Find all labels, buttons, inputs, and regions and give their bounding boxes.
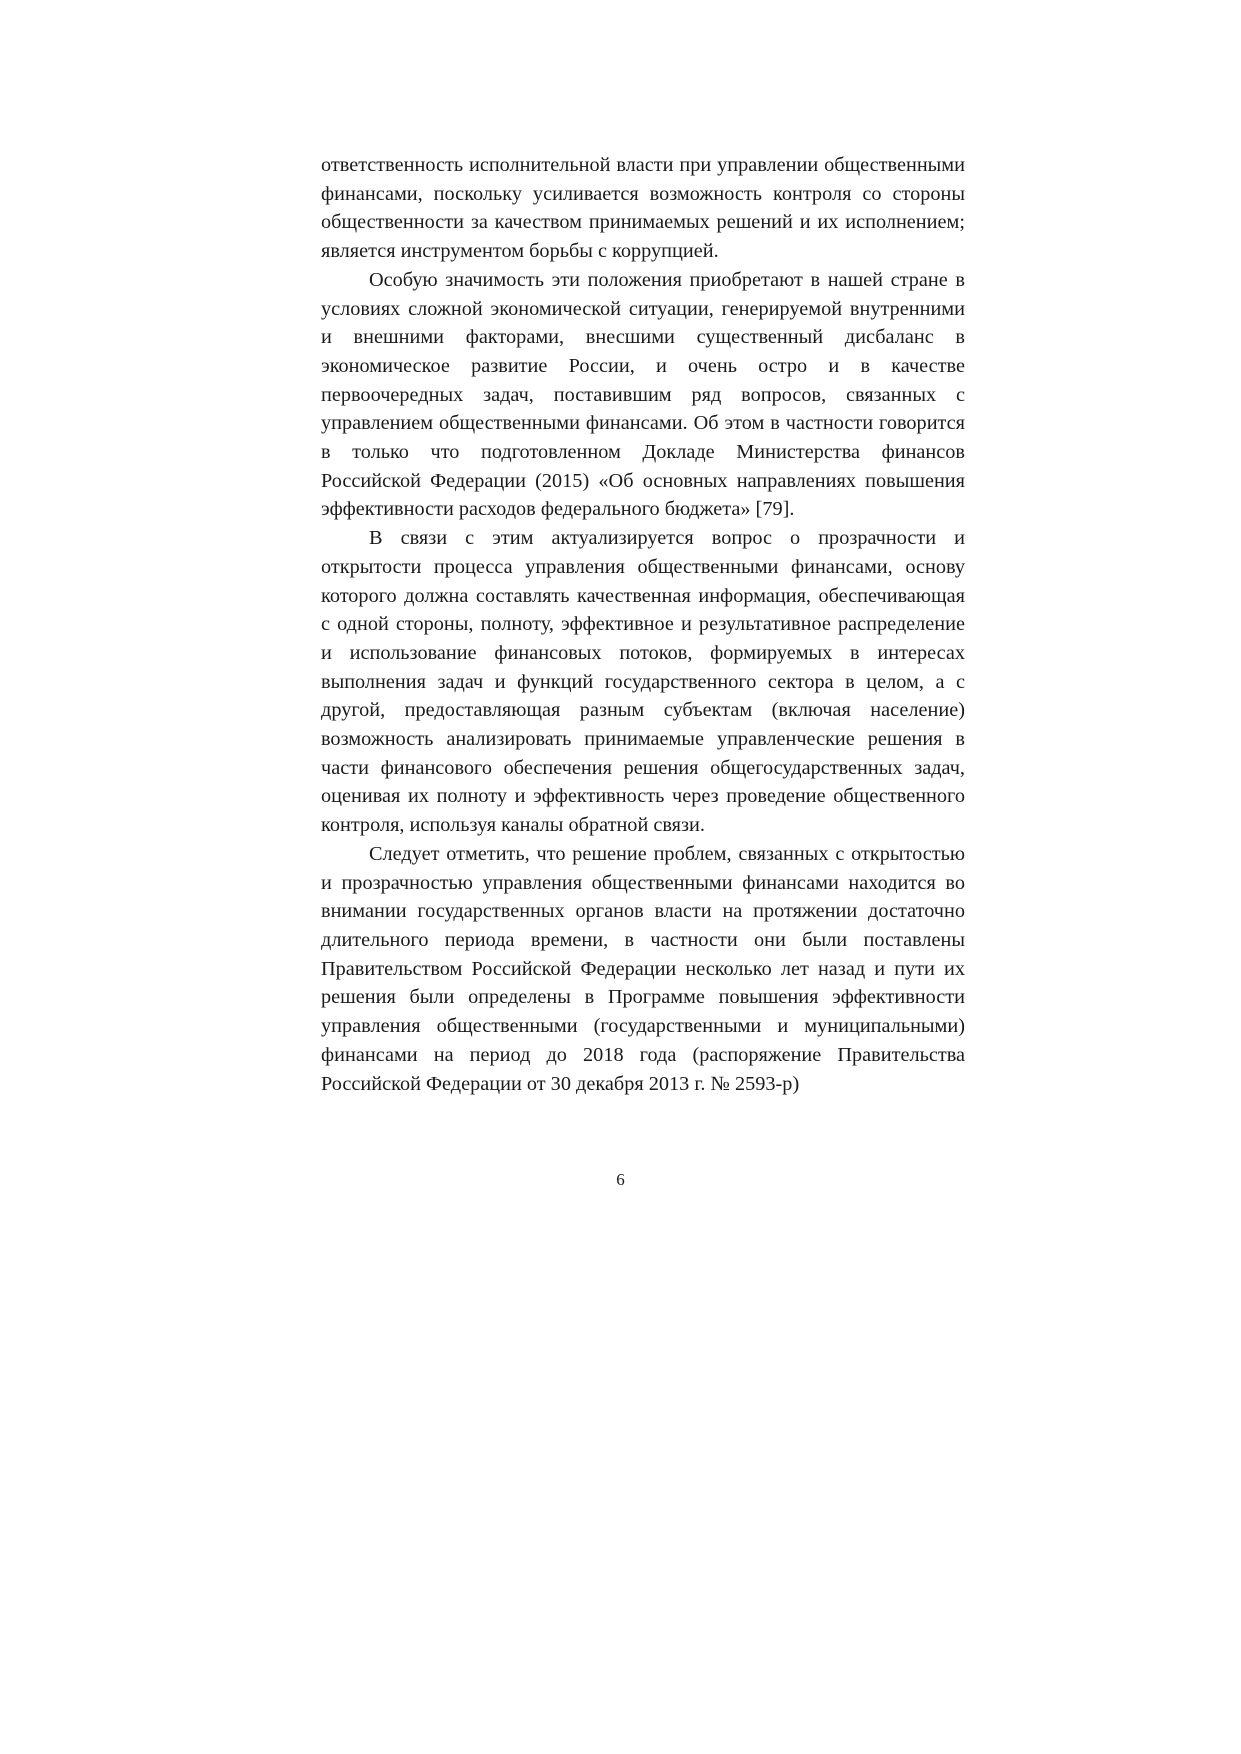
paragraph: Следует отметить, что решение проблем, связанных с открытостью и прозрачностью управления общественными финансами находится во внимании государственных органов власти на протяжении достаточно длительного периода времени, в частности они были поставлены Правительством Российской Федерации несколько лет назад и пути их решения были определены в Программе повышения эффективности управления общественными (государственными и муниципальными) финансами на период до 2018 года (распоряжение Правительства Российской Федерации от 30 декабря 2013 г. № 2593-р) bbox=[321, 842, 965, 1095]
paragraph-continuation: ответственность исполнительной власти при управлении общественными финансами, поскольку усиливается возможность контроля со стороны общественности за качеством принимаемых решений и их исполнением; является инструментом борьбы с коррупцией. bbox=[321, 154, 965, 263]
page-number: 6 bbox=[616, 1170, 625, 1189]
paragraph: В связи с этим актуализируется вопрос о прозрачности и открытости процесса управления общественными финансами, основу которого должна составлять качественная информация, обеспечивающая с одной стороны, полноту, эффективное и результативное распределение и использование финансовых потоков, формируемых в интересах выполнения задач и функций государственного сектора в целом, а с другой, предоставляющая разным субъектам (включая население) возможность анализировать принимаемые управленческие решения в части финансового обеспечения решения общегосударственных задач, оценивая их полноту и эффективность через проведение общественного контроля, используя каналы обратной связи. bbox=[321, 527, 965, 837]
body-text bbox=[321, 151, 965, 1098]
paragraph: Особую значимость эти положения приобретают в нашей стране в условиях сложной экономической ситуации, генерируемой внутренними и внешними факторами, внесшими существенный дисбаланс в экономическое развитие России, и очень остро и в качестве первоочередных задач, поставившим ряд вопросов, связанных с управлением общественными финансами. Об этом в частности говорится в только что подготовленном Докладе Министерства финансов Российской Федерации (2015) «Об основных направлениях повышения эффективности расходов федерального бюджета» [79]. bbox=[321, 268, 965, 521]
